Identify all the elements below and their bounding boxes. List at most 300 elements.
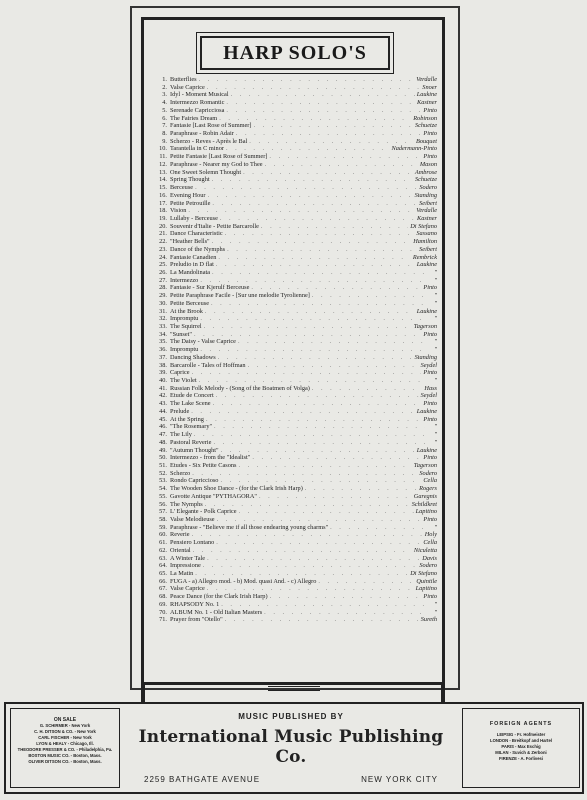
list-item bbox=[157, 362, 437, 370]
piece-title: Butterflies bbox=[170, 76, 197, 83]
piece-title: A Winter Tale bbox=[170, 554, 206, 562]
piece-number: 52. bbox=[159, 469, 167, 477]
piece-composer: " bbox=[434, 315, 437, 323]
piece-number: 14. bbox=[159, 176, 167, 184]
piece-composer: Quintile bbox=[416, 577, 437, 585]
list-item bbox=[157, 416, 437, 424]
piece-number: 32. bbox=[159, 315, 167, 323]
piece-number: 67. bbox=[159, 585, 167, 593]
piece-composer: " bbox=[434, 608, 437, 616]
publisher-block bbox=[132, 712, 450, 784]
piece-number: 38. bbox=[159, 361, 167, 369]
list-item bbox=[157, 601, 437, 609]
list-item bbox=[157, 169, 437, 177]
piece-composer: Rembrick bbox=[412, 253, 437, 261]
piece-number: 15. bbox=[159, 184, 167, 192]
list-item bbox=[157, 122, 437, 130]
list-item bbox=[157, 408, 437, 416]
piece-number: 23. bbox=[159, 245, 167, 253]
dot-leader bbox=[218, 254, 411, 262]
piece-title: Etudes - Six Petite Casons bbox=[170, 461, 237, 469]
piece-number: 59. bbox=[159, 523, 167, 531]
list-item bbox=[157, 470, 437, 478]
piece-number: 51. bbox=[159, 461, 167, 469]
dot-leader bbox=[216, 261, 415, 269]
piece-title: Souvenir d'Italie - Petite Barcarolle bbox=[170, 222, 259, 230]
list-item bbox=[157, 377, 437, 385]
piece-composer: Rogers bbox=[419, 485, 437, 493]
dot-leader bbox=[238, 338, 425, 346]
list-item bbox=[157, 423, 437, 431]
piece-composer: Seydel bbox=[420, 392, 437, 400]
piece-composer: Schildkret bbox=[411, 500, 437, 508]
foreign-agent-line: FIRENZE - A. Forlivesi bbox=[498, 756, 544, 761]
dot-leader bbox=[204, 323, 412, 331]
piece-composer: " bbox=[434, 299, 437, 307]
piece-title: Spring Thought bbox=[170, 176, 210, 184]
piece-title: Impromptu bbox=[170, 315, 199, 323]
piece-composer: Kastner bbox=[417, 99, 437, 107]
piece-title: Pastoral Reverie bbox=[170, 438, 212, 446]
piece-number: 65. bbox=[159, 570, 167, 577]
piece-composer: Pinto bbox=[423, 415, 437, 423]
dot-leader bbox=[200, 315, 425, 323]
piece-number: 9. bbox=[162, 137, 167, 145]
piece-title: Paraphrase - Nearer my God to Thee bbox=[170, 160, 263, 168]
piece-composer: Garegnis bbox=[413, 492, 437, 500]
piece-number: 16. bbox=[159, 191, 167, 199]
list-item bbox=[157, 315, 437, 323]
dot-leader bbox=[199, 377, 425, 385]
dot-leader bbox=[239, 508, 414, 516]
piece-title: One Sweet Solemn Thought bbox=[170, 168, 242, 176]
piece-number: 2. bbox=[162, 83, 167, 91]
list-item bbox=[157, 477, 437, 485]
piece-number: 4. bbox=[162, 99, 167, 107]
dot-leader bbox=[212, 269, 425, 277]
list-item bbox=[157, 153, 437, 161]
piece-composer: Holy bbox=[424, 531, 437, 539]
piece-title: Fantasie - Sur Kjerulf Berceuse bbox=[170, 284, 250, 292]
piece-title: Rondo Capriccioso bbox=[170, 477, 219, 485]
piece-title: Etude de Concert bbox=[170, 392, 214, 400]
piece-composer: " bbox=[434, 523, 437, 531]
piece-title: The Lily bbox=[170, 431, 192, 439]
piece-title: Prayer from "Otello" bbox=[170, 616, 223, 624]
piece-composer: Lapitino bbox=[415, 585, 437, 593]
piece-title: Paraphrase - Robin Adair bbox=[170, 130, 234, 138]
piece-number: 37. bbox=[159, 353, 167, 361]
list-item bbox=[157, 447, 437, 455]
piece-title: Impressione bbox=[170, 562, 201, 570]
foreign-agent-line: LONDON - Breitkopf and Hartel bbox=[490, 738, 552, 743]
list-item bbox=[157, 485, 437, 493]
piece-number: 3. bbox=[162, 91, 167, 99]
piece-title: Scherzo bbox=[170, 469, 191, 477]
dot-leader bbox=[305, 485, 417, 493]
list-item bbox=[157, 115, 437, 123]
list-item bbox=[157, 431, 437, 439]
list-item bbox=[157, 284, 437, 292]
dot-leader bbox=[191, 408, 414, 416]
list-item bbox=[157, 524, 437, 532]
dot-leader bbox=[192, 531, 423, 539]
piece-composer: " bbox=[434, 438, 437, 446]
list-item bbox=[157, 531, 437, 539]
piece-composer: " bbox=[434, 431, 437, 439]
piece-composer: Pinto bbox=[423, 454, 437, 462]
dot-leader bbox=[236, 130, 422, 138]
piece-title: Dance of the Nymphs bbox=[170, 245, 226, 253]
piece-number: 49. bbox=[159, 446, 167, 454]
piece-number: 8. bbox=[162, 130, 167, 138]
list-item bbox=[157, 184, 437, 192]
list-item bbox=[157, 555, 437, 563]
piece-composer: " bbox=[434, 346, 437, 354]
on-sale-heading: ON SALE bbox=[53, 717, 77, 723]
piece-number: 26. bbox=[159, 268, 167, 276]
list-item bbox=[157, 176, 437, 184]
piece-composer: Laukine bbox=[416, 407, 437, 415]
piece-number: 53. bbox=[159, 477, 167, 485]
piece-title: Pensiero Lontano bbox=[170, 539, 215, 547]
piece-composer: Pinto bbox=[423, 106, 437, 114]
piece-composer: Tagerson bbox=[413, 323, 437, 330]
piece-number: 46. bbox=[159, 423, 167, 431]
piece-title: Peace Dance (for the Clark Irish Harp) bbox=[170, 593, 268, 601]
piece-title: "The Rosemary" bbox=[170, 423, 213, 431]
piece-number: 60. bbox=[159, 531, 167, 539]
title-box bbox=[200, 36, 390, 70]
piece-number: 19. bbox=[159, 214, 167, 222]
dot-leader bbox=[211, 300, 425, 308]
piece-composer: " bbox=[434, 377, 437, 385]
dot-leader bbox=[226, 107, 421, 115]
dot-leader bbox=[218, 354, 413, 362]
piece-number: 48. bbox=[159, 438, 167, 446]
piece-composer: Hass bbox=[424, 384, 437, 392]
dot-leader bbox=[248, 362, 419, 370]
piece-number: 6. bbox=[162, 114, 167, 122]
on-sale-box bbox=[10, 708, 120, 788]
piece-composer: Laukine bbox=[416, 261, 437, 269]
piece-number: 31. bbox=[159, 307, 167, 315]
piece-title: Evening Hour bbox=[170, 191, 206, 199]
dot-leader bbox=[213, 400, 422, 408]
on-sale-line: CARL FISCHER - New York bbox=[38, 735, 92, 740]
piece-number: 5. bbox=[162, 106, 167, 114]
piece-title: FUGA - a) Allegro mod. - b) Mod. quasi And. - c) Allegro bbox=[170, 577, 317, 585]
piece-composer: Cella bbox=[423, 539, 437, 547]
dot-leader bbox=[193, 547, 412, 555]
piece-composer: Snoer bbox=[422, 83, 437, 91]
piece-composer: Di Stefano bbox=[410, 570, 437, 577]
piece-composer: Di Stefano bbox=[410, 222, 437, 230]
piece-number: 24. bbox=[159, 253, 167, 261]
frame-ornament bbox=[268, 686, 320, 691]
dot-leader bbox=[213, 439, 425, 447]
list-item bbox=[157, 269, 437, 277]
foreign-agent-line: LEIPSIG - Fr. Hofmeister bbox=[496, 732, 546, 737]
dot-leader bbox=[249, 138, 414, 146]
dot-leader bbox=[194, 331, 421, 339]
dot-leader bbox=[195, 570, 408, 578]
dot-leader bbox=[312, 292, 425, 300]
list-item bbox=[157, 200, 437, 208]
dot-leader bbox=[270, 593, 422, 601]
list-item bbox=[157, 323, 437, 331]
piece-title: Berceuse bbox=[170, 184, 194, 192]
piece-number: 40. bbox=[159, 377, 167, 385]
piece-composer: Robinson bbox=[413, 114, 437, 122]
dot-leader bbox=[225, 230, 415, 238]
list-item bbox=[157, 493, 437, 501]
piece-composer: " bbox=[434, 292, 437, 300]
piece-composer: " bbox=[434, 276, 437, 284]
piece-composer: Laukine bbox=[416, 446, 437, 454]
piece-number: 57. bbox=[159, 508, 167, 516]
piece-composer: Sodero bbox=[419, 469, 437, 477]
piece-number: 61. bbox=[159, 539, 167, 547]
list-item bbox=[157, 91, 437, 99]
piece-number: 34. bbox=[159, 330, 167, 338]
piece-composer: Sassano bbox=[416, 230, 437, 238]
list-item bbox=[157, 516, 437, 524]
list-item bbox=[157, 84, 437, 92]
piece-number: 1. bbox=[162, 76, 167, 83]
piece-title: Reverie bbox=[170, 531, 190, 539]
dot-leader bbox=[238, 462, 411, 470]
piece-composer: Tagerson bbox=[413, 461, 437, 469]
piece-title: The Squirrel bbox=[170, 323, 202, 330]
list-item bbox=[157, 161, 437, 169]
dot-leader bbox=[220, 477, 421, 485]
piece-title: Petite Petrouille bbox=[170, 199, 211, 207]
piece-number: 44. bbox=[159, 407, 167, 415]
list-item bbox=[157, 354, 437, 362]
dot-leader bbox=[330, 524, 425, 532]
piece-title: At the Brook bbox=[170, 307, 203, 315]
piece-title: Oriental bbox=[170, 546, 191, 554]
piece-number: 17. bbox=[159, 199, 167, 207]
piece-composer: Laukine bbox=[416, 91, 437, 99]
list-item bbox=[157, 462, 437, 470]
piece-title: Serenade Capricciosa bbox=[170, 106, 225, 114]
list-item bbox=[157, 454, 437, 462]
dot-leader bbox=[207, 585, 414, 593]
list-item bbox=[157, 616, 437, 624]
dot-leader bbox=[207, 555, 420, 563]
list-item bbox=[157, 145, 437, 153]
piece-number: 10. bbox=[159, 145, 167, 153]
dot-leader bbox=[259, 493, 412, 501]
piece-title: Paraphrase - "Believe me if all those endearing young charms" bbox=[170, 523, 329, 531]
piece-title: Petite Paraphrase Facile - [Sur une melodie Tyrolienne] bbox=[170, 292, 310, 300]
list-item bbox=[157, 107, 437, 115]
piece-composer: Pinto bbox=[423, 369, 437, 377]
list-item bbox=[157, 277, 437, 285]
piece-title: La Matin bbox=[170, 570, 194, 577]
piece-title: Intermezzo - from the "Idealist" bbox=[170, 454, 251, 462]
piece-title: Dancing Shadows bbox=[170, 353, 216, 361]
piece-number: 18. bbox=[159, 207, 167, 215]
piece-number: 50. bbox=[159, 454, 167, 462]
piece-title: ALBUM No. 1 - Old Italian Masters bbox=[170, 608, 263, 616]
dot-leader bbox=[221, 601, 425, 609]
piece-title: The Daisy - Valse Caprice bbox=[170, 338, 236, 346]
piece-number: 27. bbox=[159, 276, 167, 284]
dot-leader bbox=[231, 91, 415, 99]
piece-number: 11. bbox=[159, 153, 167, 161]
piece-composer: Niculetta bbox=[413, 546, 437, 554]
published-by-label: MUSIC PUBLISHED BY bbox=[238, 712, 344, 721]
dot-leader bbox=[318, 578, 414, 586]
piece-number: 45. bbox=[159, 415, 167, 423]
piece-composer: Davis bbox=[422, 554, 437, 562]
list-item bbox=[157, 578, 437, 586]
piece-number: 70. bbox=[159, 608, 167, 616]
piece-number: 42. bbox=[159, 392, 167, 400]
list-item bbox=[157, 439, 437, 447]
piece-composer: " bbox=[434, 600, 437, 608]
dot-leader bbox=[205, 308, 415, 316]
list-item bbox=[157, 400, 437, 408]
piece-composer: Cella bbox=[423, 477, 437, 485]
piece-title: The Wooden Shoe Dance - (for the Clark Irish Harp) bbox=[170, 485, 303, 493]
piece-number: 41. bbox=[159, 384, 167, 392]
piece-number: 29. bbox=[159, 292, 167, 300]
piece-title: Gavotte Antique "PYTHAGORA" bbox=[170, 492, 257, 500]
piece-title: The Nymphs bbox=[170, 500, 203, 508]
piece-composer: Schuetze bbox=[414, 176, 437, 184]
dot-leader bbox=[212, 176, 413, 184]
on-sale-line: THEODORE PRESSER & CO. - Philadelphia, Pa. bbox=[17, 747, 113, 752]
piece-composer: Schuetze bbox=[414, 122, 437, 130]
dot-leader bbox=[205, 501, 410, 509]
piece-title: Scherzo - Reves - Après le Bal bbox=[170, 137, 248, 145]
list-item bbox=[157, 130, 437, 138]
dot-leader bbox=[227, 246, 417, 254]
piece-title: Fantasie [Last Rose of Summer] bbox=[170, 122, 252, 130]
dot-leader bbox=[192, 470, 417, 478]
frame-foot-right bbox=[441, 683, 445, 703]
piece-number: 55. bbox=[159, 492, 167, 500]
piece-title: Valse Caprice bbox=[170, 585, 205, 593]
piece-composer: Bouquet bbox=[416, 137, 437, 145]
list-item bbox=[157, 99, 437, 107]
piece-composer: Pinto bbox=[423, 515, 437, 523]
list-item bbox=[157, 254, 437, 262]
dot-leader bbox=[199, 76, 415, 84]
list-item bbox=[157, 192, 437, 200]
list-item bbox=[157, 369, 437, 377]
piece-composer: Sodero bbox=[419, 562, 437, 570]
on-sale-line: G. SCHIRMER - New York bbox=[39, 723, 91, 728]
list-item bbox=[157, 508, 437, 516]
piece-title: Intermezzo bbox=[170, 276, 199, 284]
piece-number: 66. bbox=[159, 577, 167, 585]
piece-number: 36. bbox=[159, 346, 167, 354]
publisher-street: 2259 BATHGATE AVENUE bbox=[144, 775, 261, 784]
piece-list bbox=[157, 76, 437, 624]
piece-title: The Lake Scene bbox=[170, 400, 211, 408]
piece-composer: Laukine bbox=[416, 307, 437, 315]
list-item bbox=[157, 76, 437, 84]
piece-composer: Pinto bbox=[423, 153, 437, 161]
piece-title: Tarantella in C minor bbox=[170, 145, 224, 153]
piece-number: 13. bbox=[159, 168, 167, 176]
piece-title: "Sunset" bbox=[170, 330, 192, 338]
piece-number: 30. bbox=[159, 299, 167, 307]
list-item bbox=[157, 593, 437, 601]
piece-title: "Autumn Thought" bbox=[170, 446, 219, 454]
list-item bbox=[157, 300, 437, 308]
piece-title: L' Elegante - Polk Caprice bbox=[170, 508, 237, 516]
dot-leader bbox=[212, 238, 412, 246]
piece-composer: Seydel bbox=[420, 361, 437, 369]
dot-leader bbox=[264, 609, 425, 617]
piece-title: RHAPSODY No. 1 bbox=[170, 600, 220, 608]
piece-number: 25. bbox=[159, 261, 167, 269]
foreign-agents-box bbox=[462, 708, 580, 788]
dot-leader bbox=[200, 346, 425, 354]
piece-number: 47. bbox=[159, 431, 167, 439]
publisher-address-row bbox=[132, 775, 450, 784]
list-item bbox=[157, 215, 437, 223]
dot-leader bbox=[200, 277, 425, 285]
dot-leader bbox=[206, 416, 421, 424]
frame-foot-left bbox=[141, 683, 145, 703]
list-item bbox=[157, 501, 437, 509]
page-title: HARP SOLO'S bbox=[223, 41, 367, 64]
piece-composer: " bbox=[434, 338, 437, 346]
dot-leader bbox=[219, 115, 411, 123]
on-sale-line: C. H. DITSON & CO. - New York bbox=[34, 729, 96, 734]
piece-number: 64. bbox=[159, 562, 167, 570]
piece-title: The Fairies Dream bbox=[170, 114, 218, 122]
list-item bbox=[157, 331, 437, 339]
dot-leader bbox=[208, 192, 413, 200]
list-item bbox=[157, 207, 437, 215]
list-item bbox=[157, 392, 437, 400]
list-item bbox=[157, 585, 437, 593]
dot-leader bbox=[194, 431, 425, 439]
foreign-agent-line: PARIS - Max Eschig bbox=[501, 744, 541, 749]
dot-leader bbox=[226, 99, 415, 107]
list-item bbox=[157, 261, 437, 269]
list-item bbox=[157, 385, 437, 393]
publisher-city: NEW YORK CITY bbox=[361, 775, 438, 784]
piece-composer: Verdalle bbox=[416, 76, 437, 83]
dot-leader bbox=[226, 145, 390, 153]
piece-title: "Heather Bells" bbox=[170, 238, 210, 246]
piece-number: 56. bbox=[159, 500, 167, 508]
piece-composer: Verdalle bbox=[416, 207, 437, 215]
dot-leader bbox=[207, 84, 421, 92]
foreign-agents-heading: FOREIGN AGENTS bbox=[489, 721, 553, 727]
piece-composer: Ambrose bbox=[414, 168, 437, 176]
piece-title: Valse Caprice bbox=[170, 83, 205, 91]
list-item bbox=[157, 609, 437, 617]
dot-leader bbox=[312, 385, 423, 393]
list-item bbox=[157, 562, 437, 570]
dot-leader bbox=[192, 369, 422, 377]
piece-title: Russian Folk Melody - (Song of the Boatmen of Volga) bbox=[170, 384, 310, 392]
piece-number: 69. bbox=[159, 600, 167, 608]
dot-leader bbox=[251, 284, 421, 292]
dot-leader bbox=[217, 516, 422, 524]
list-item bbox=[157, 539, 437, 547]
